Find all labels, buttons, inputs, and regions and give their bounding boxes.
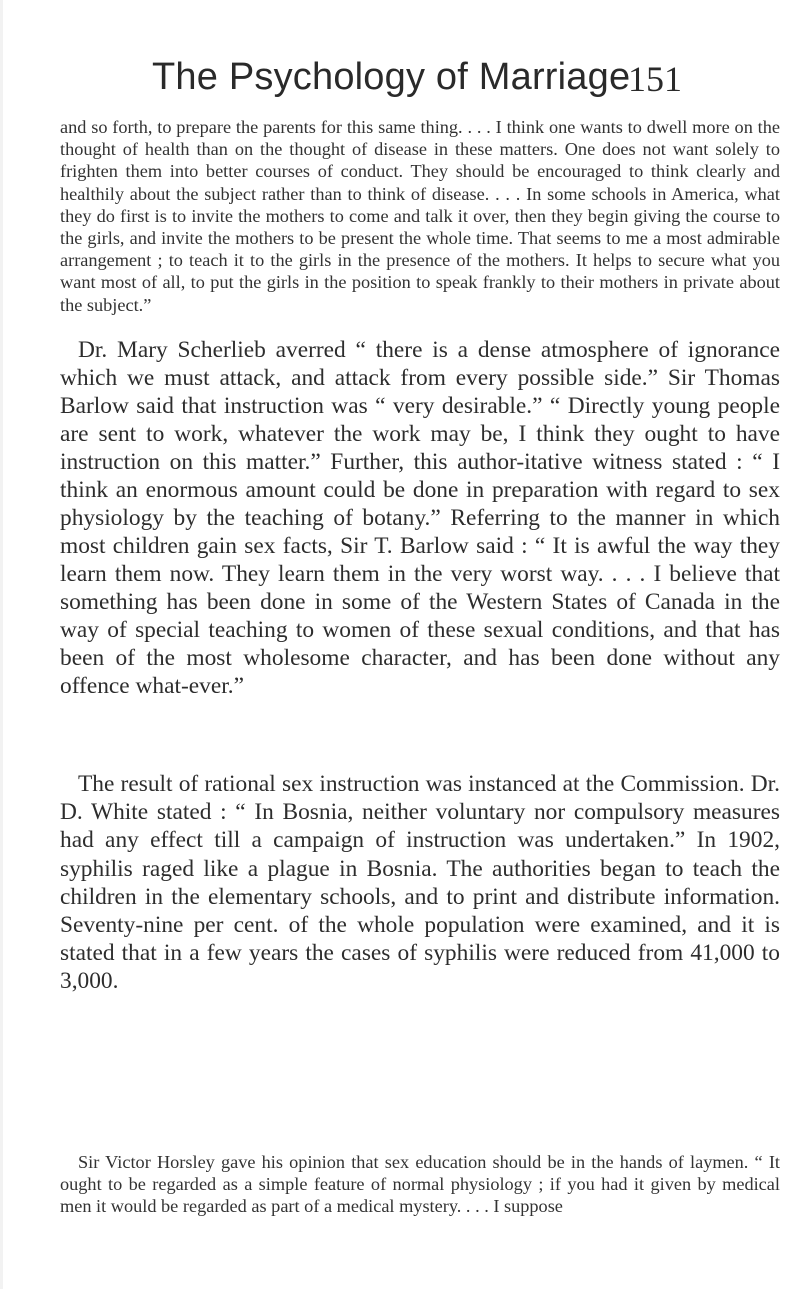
- horsley-paragraph: Sir Victor Horsley gave his opinion that sex education should be in the hands of laymen. “ It ought to be regarded as a simple feature of normal physiology ; if you had it given by medical men it would be regarded as part of a medical mystery. . . . I suppose: [60, 1152, 780, 1216]
- running-title: The Psychology of Marriage: [152, 56, 631, 98]
- bosnia-result-paragraph: The result of rational sex instruction was instanced at the Commission. Dr. D. White stated : “ In Bosnia, neither voluntary nor compulsory measures had any effect till a campaign of instruction was undertaken.” In 1902, syphilis raged like a plague in Bosnia. The authorities began to teach the children in the elementary schools, and to print and distribute information. Seventy-nine per cent. of the whole population were examined, and it is stated that in a few years the cases of syphilis were reduced from 41,000 to 3,000.: [60, 771, 780, 995]
- page-header: [0, 56, 800, 106]
- scherlieb-barlow-paragraph: Dr. Mary Scherlieb averred “ there is a dense atmosphere of ignorance which we must attack, and attack from every possible side.” Sir Thomas Barlow said that instruction was “ very desirable.” “ Directly young people are sent to work, whatever the work may be, I think they ought to have instruction on this matter.” Further, this author-itative witness stated : “ I think an enormous amount could be done in preparation with regard to sex physiology by the teaching of botany.” Referring to the manner in which most children gain sex facts, Sir T. Barlow said : “ It is awful the way they learn them now. They learn them in the very worst way. . . . I believe that something has been done in some of the Western States of Canada in the way of special teaching to women of these sexual conditions, and that has been of the most wholesome character, and has been done without any offence what-ever.”: [60, 337, 780, 699]
- page-number: 151: [628, 59, 682, 99]
- page-edge: [0, 0, 3, 1289]
- block-quote-paragraph: and so forth, to prepare the parents for this same thing. . . . I think one wants to dwell more on the thought of health than on the thought of disease in these matters. One does not want solely to frighten them into better courses of conduct. They should be encouraged to think clearly and healthily about the subject rather than to think of disease. . . . In some schools in America, what they do first is to invite the mothers to come and talk it over, then they begin giving the course to the girls, and invite the mothers to be present the whole time. That seems to me a most admirable arrangement ; to teach it to the girls in the presence of the mothers. It helps to secure what you want most of all, to put the girls in the position to speak frankly to their mothers in private about the subject.”: [60, 117, 780, 315]
